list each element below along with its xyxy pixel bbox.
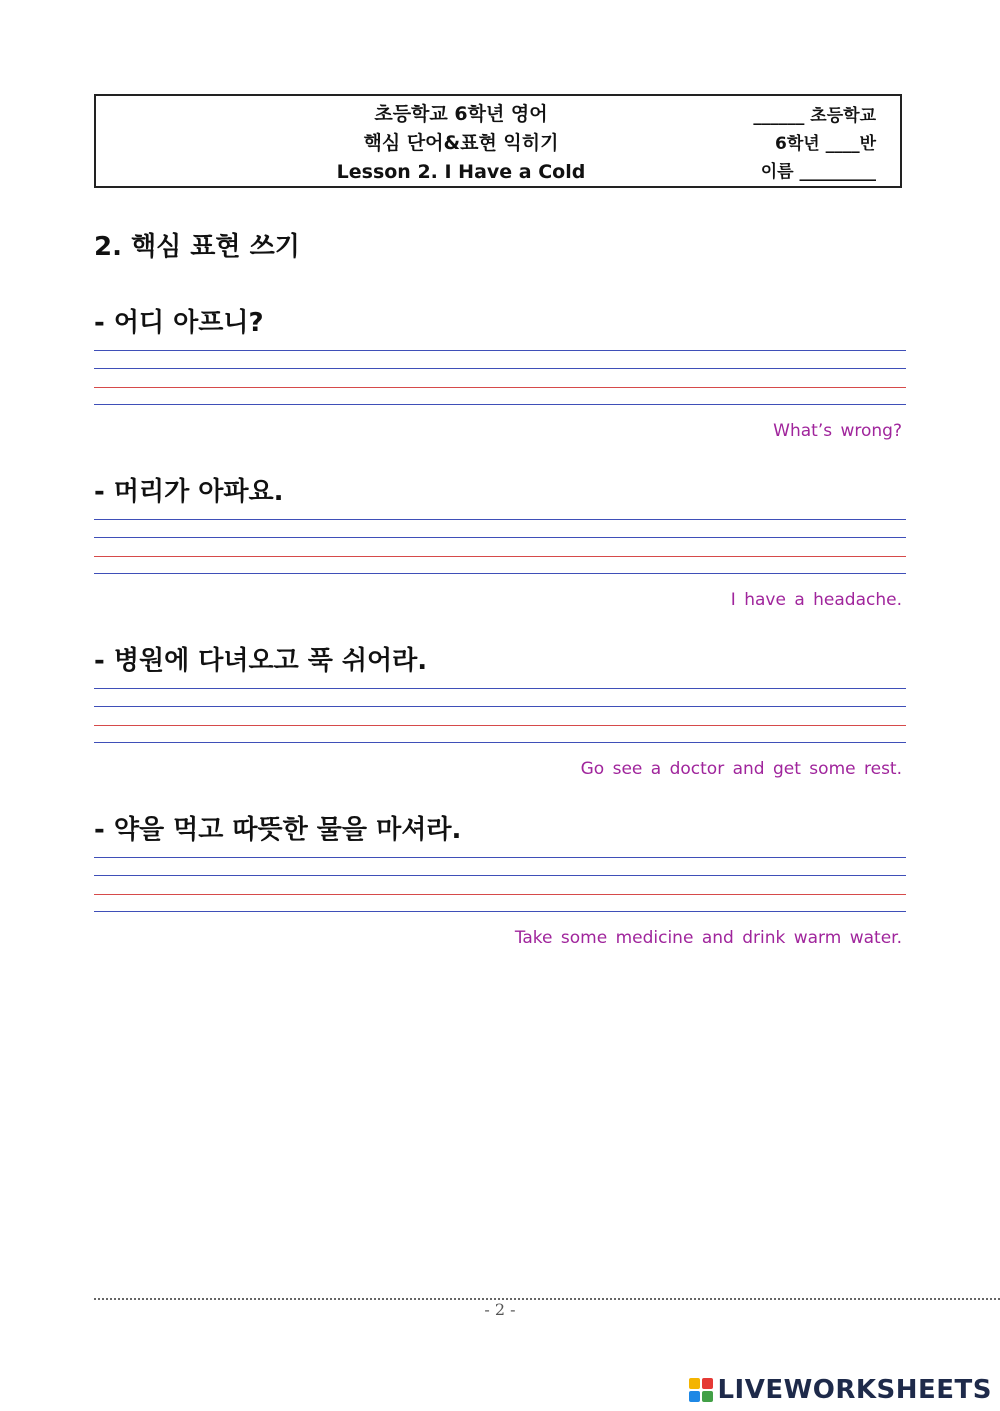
prompt-text: - 병원에 다녀오고 푹 쉬어라. <box>94 646 428 676</box>
guide-line <box>94 706 906 707</box>
guide-line <box>94 368 906 369</box>
worksheet-title <box>276 100 646 187</box>
logo-text: LIVEWORKSHEETS <box>717 1375 992 1405</box>
page-number: - 2 - <box>484 1300 516 1319</box>
guide-line <box>94 404 906 405</box>
school-field: ______ 초등학교 <box>753 106 876 126</box>
logo-icon <box>689 1378 713 1402</box>
baseline-line <box>94 556 906 557</box>
answer-text: What’s wrong? <box>773 421 902 441</box>
title-line: 초등학교 6학년 영어 <box>374 103 548 125</box>
guide-line <box>94 875 906 876</box>
student-info <box>716 102 876 186</box>
baseline-line <box>94 387 906 388</box>
prompt-text: - 머리가 아파요. <box>94 477 284 507</box>
name-field: 이름 _________ <box>760 162 876 182</box>
writing-line[interactable] <box>94 857 906 858</box>
writing-line[interactable] <box>94 519 906 520</box>
baseline-line <box>94 725 906 726</box>
prompt-text: - 어디 아프니? <box>94 308 264 338</box>
writing-item <box>94 644 906 779</box>
writing-item <box>94 306 906 441</box>
section-title: 2. 핵심 표현 쓰기 <box>94 232 300 262</box>
guide-line <box>94 911 906 912</box>
guide-line <box>94 742 906 743</box>
answer-text: I have a headache. <box>730 590 902 610</box>
guide-line <box>94 537 906 538</box>
writing-item <box>94 475 906 610</box>
writing-line[interactable] <box>94 350 906 351</box>
class-field: 6학년 ____반 <box>774 134 876 154</box>
title-line: Lesson 2. I Have a Cold <box>336 161 586 183</box>
writing-item <box>94 813 906 948</box>
guide-line <box>94 573 906 574</box>
title-line: 핵심 단어&표현 익히기 <box>363 132 559 154</box>
writing-line[interactable] <box>94 688 906 689</box>
baseline-line <box>94 894 906 895</box>
header-box <box>94 94 902 188</box>
answer-text: Take some medicine and drink warm water. <box>514 928 902 948</box>
liveworksheets-logo[interactable] <box>689 1374 992 1406</box>
prompt-text: - 약을 먹고 따뜻한 물을 마셔라. <box>94 815 462 845</box>
answer-text: Go see a doctor and get some rest. <box>580 759 902 779</box>
